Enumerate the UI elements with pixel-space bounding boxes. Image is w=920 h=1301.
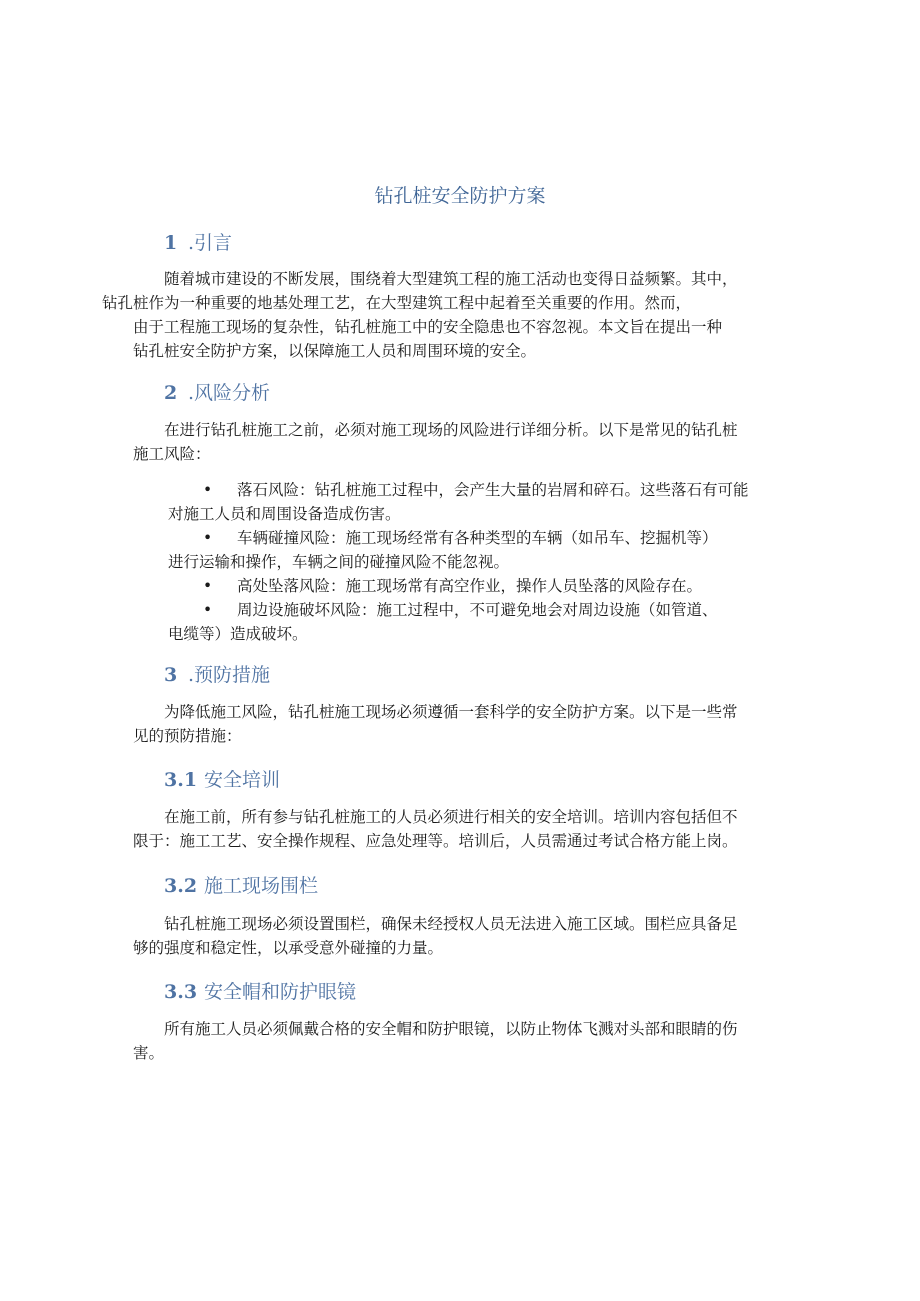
section-number: 1 (164, 232, 178, 254)
paragraph-line: 够的强度和稳定性，以承受意外碰撞的力量。 (133, 939, 444, 957)
section-heading-1 (164, 229, 232, 257)
subsection-3-3-paragraph (133, 1017, 813, 1065)
paragraph-line: 见的预防措施： (133, 727, 242, 745)
subsection-heading-3-1 (164, 766, 280, 794)
paragraph-line: 钻孔桩作为一种重要的地基处理工艺，在大型建筑工程中起着至关重要的作用。然而， (102, 294, 692, 312)
bullet-icon: • (203, 601, 213, 619)
section-title: .引言 (188, 232, 233, 254)
section-title: .预防措施 (188, 664, 271, 686)
subsection-3-1-paragraph (133, 805, 813, 853)
document-title: 钻孔桩安全防护方案 (374, 185, 546, 207)
bullet-icon: • (203, 529, 213, 547)
paragraph-line: 钻孔桩安全防护方案，以保障施工人员和周围环境的安全。 (133, 342, 537, 360)
list-item-continuation: 对施工人员和周围设备造成伤害。 (168, 505, 401, 523)
list-item (168, 526, 808, 574)
paragraph-line: 限于：施工工艺、安全操作规程、应急处理等。培训后，人员需通过考试合格方能上岗。 (133, 832, 738, 850)
subsection-number: 3.2 (164, 875, 198, 897)
risk-list (168, 478, 808, 646)
section-heading-3 (164, 661, 270, 689)
section-2-paragraph (133, 418, 813, 466)
paragraph-line: 所有施工人员必须佩戴合格的安全帽和防护眼镜，以防止物体飞溅对头部和眼睛的伤 (164, 1020, 738, 1038)
paragraph-line: 钻孔桩施工现场必须设置围栏，确保未经授权人员无法进入施工区域。围栏应具备足 (164, 915, 738, 933)
list-item-text: 落石风险：钻孔桩施工过程中，会产生大量的岩屑和碎石。这些落石有可能 (237, 481, 749, 499)
subsection-3-2-paragraph (133, 912, 813, 960)
bullet-icon: • (203, 577, 213, 595)
paragraph-line: 由于工程施工现场的复杂性，钻孔桩施工中的安全隐患也不容忽视。本文旨在提出一种 (133, 318, 723, 336)
section-title: .风险分析 (188, 382, 271, 404)
paragraph-line: 随着城市建设的不断发展，围绕着大型建筑工程的施工活动也变得日益频繁。其中， (164, 270, 738, 288)
subsection-number: 3.1 (164, 769, 198, 791)
subsection-title: 施工现场围栏 (204, 875, 319, 897)
list-item (168, 598, 808, 646)
paragraph-line: 为降低施工风险，钻孔桩施工现场必须遵循一套科学的安全防护方案。以下是一些常 (164, 703, 738, 721)
paragraph-line: 在施工前，所有参与钻孔桩施工的人员必须进行相关的安全培训。培训内容包括但不 (164, 808, 738, 826)
section-number: 2 (164, 382, 178, 404)
list-item (168, 478, 808, 526)
bullet-icon: • (203, 481, 213, 499)
subsection-heading-3-3 (164, 978, 356, 1006)
paragraph-line: 在进行钻孔桩施工之前，必须对施工现场的风险进行详细分析。以下是常见的钻孔桩 (164, 421, 738, 439)
list-item-text: 车辆碰撞风险：施工现场经常有各种类型的车辆（如吊车、挖掘机等） (237, 529, 718, 547)
subsection-heading-3-2 (164, 872, 318, 900)
paragraph-line: 施工风险： (133, 445, 211, 463)
section-1-paragraph (102, 267, 813, 363)
section-number: 3 (164, 664, 178, 686)
paragraph-line: 害。 (133, 1044, 165, 1062)
section-heading-2 (164, 379, 270, 407)
list-item-continuation: 进行运输和操作，车辆之间的碰撞风险不能忽视。 (168, 553, 510, 571)
subsection-number: 3.3 (164, 981, 198, 1003)
subsection-title: 安全帽和防护眼镜 (204, 981, 357, 1003)
list-item (168, 574, 808, 598)
section-3-paragraph (133, 700, 813, 748)
subsection-title: 安全培训 (204, 769, 281, 791)
list-item-text: 高处坠落风险：施工现场常有高空作业，操作人员坠落的风险存在。 (237, 577, 703, 595)
list-item-text: 周边设施破坏风险：施工过程中，不可避免地会对周边设施（如管道、 (237, 601, 718, 619)
list-item-continuation: 电缆等）造成破坏。 (168, 625, 308, 643)
